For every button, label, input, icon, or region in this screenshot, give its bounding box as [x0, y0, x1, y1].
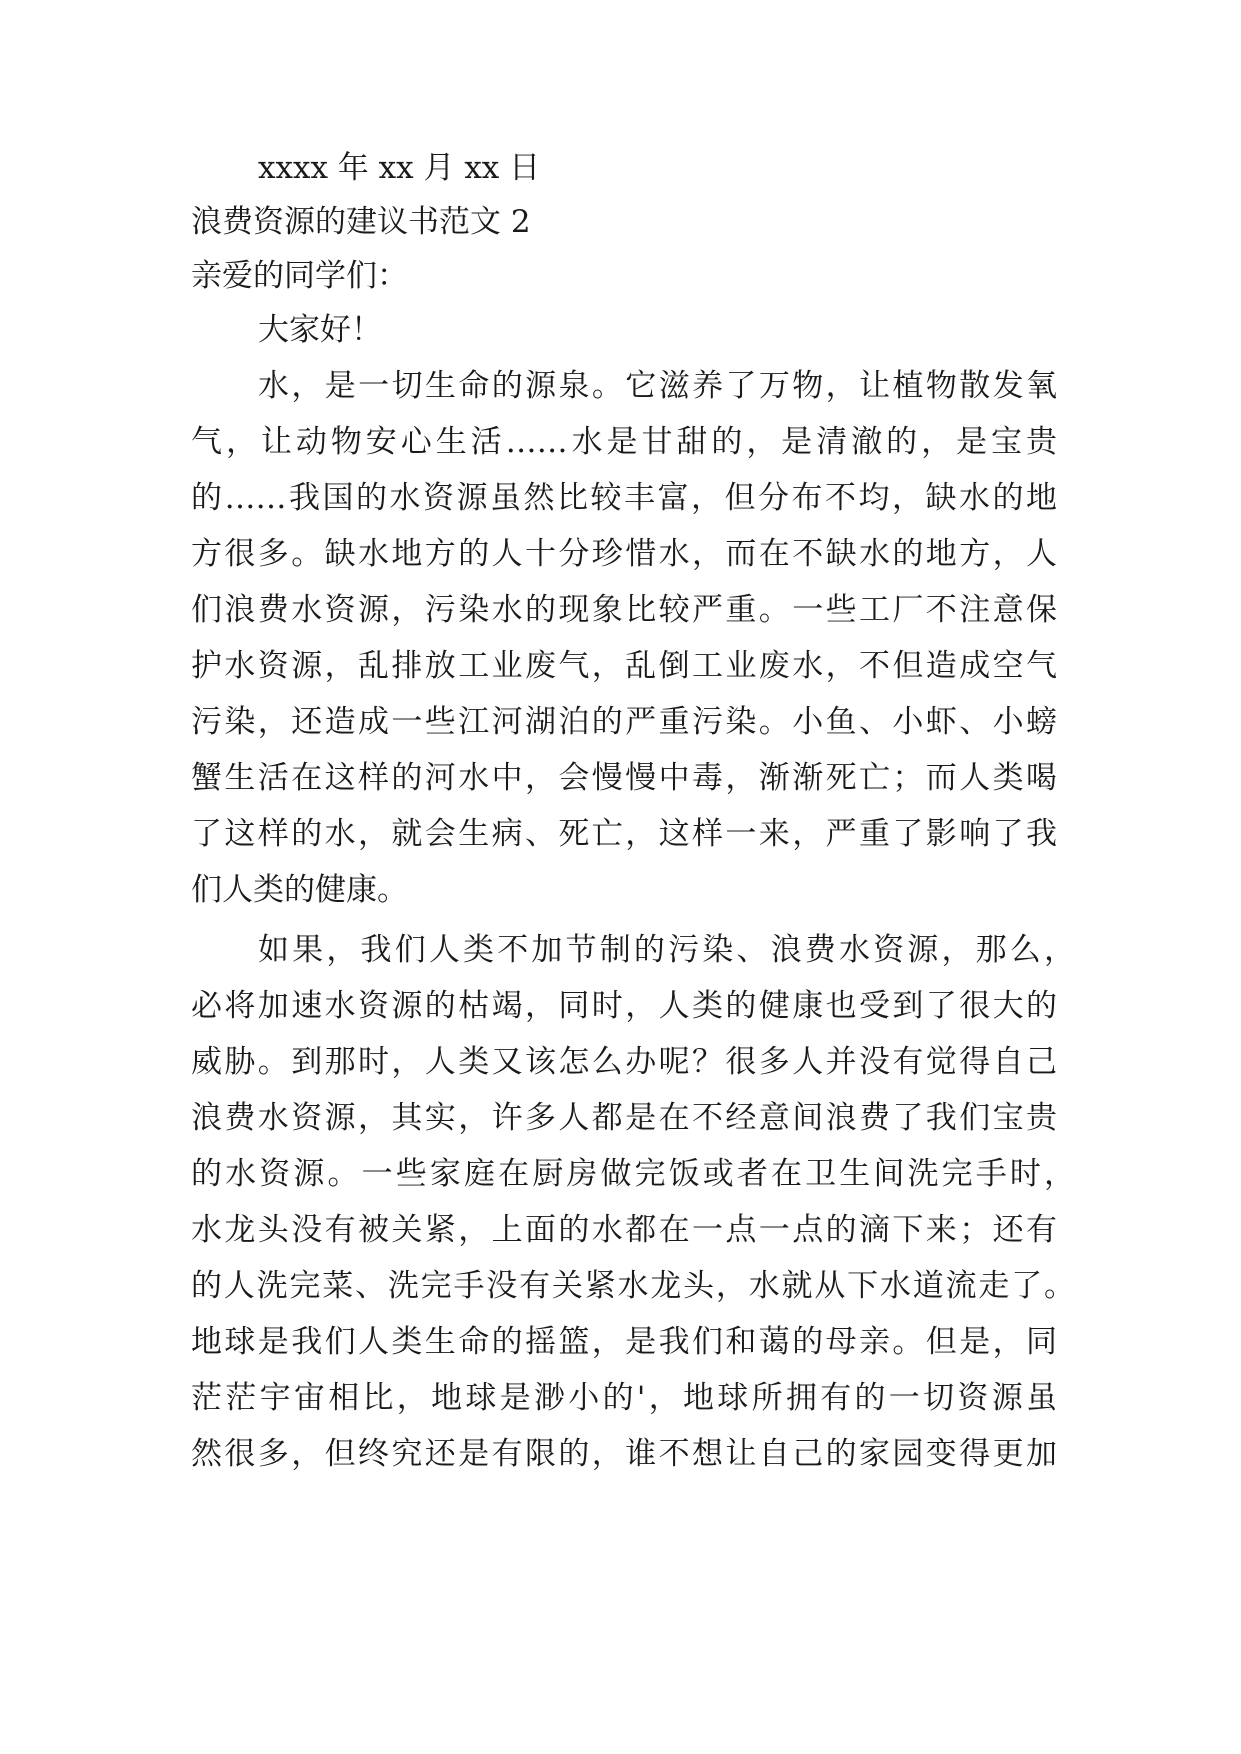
paragraph2-line: 的水资源。一些家庭在厨房做完饭或者在卫生间洗完手时， — [191, 1156, 1075, 1192]
date-line: xxxx 年 xx 月 xx 日 — [258, 150, 541, 186]
document-title: 浪费资源的建议书范文 2 — [191, 204, 531, 240]
paragraph1-line: 气，让动物安心生活……水是甘甜的，是清澈的，是宝贵 — [191, 424, 1057, 460]
paragraph1-line: 蟹生活在这样的河水中，会慢慢中毒，渐渐死亡；而人类喝 — [191, 760, 1057, 796]
paragraph1-line: 方很多。缺水地方的人十分珍惜水，而在不缺水的地方，人 — [191, 536, 1057, 572]
paragraph2-line: 茫茫宇宙相比，地球是渺小的'，地球所拥有的一切资源虽 — [191, 1380, 1057, 1416]
paragraph1-line: 的……我国的水资源虽然比较丰富，但分布不均，缺水的地 — [191, 480, 1057, 516]
paragraph2-line: 威胁。到那时，人类又该怎么办呢？很多人并没有觉得自己 — [191, 1044, 1057, 1080]
paragraph2-line: 然很多，但终究还是有限的，谁不想让自己的家园变得更加 — [191, 1436, 1057, 1472]
paragraph2-line: 的人洗完菜、洗完手没有关紧水龙头，水就从下水道流走了。 — [191, 1268, 1075, 1304]
paragraph1-line: 了这样的水，就会生病、死亡，这样一来，严重了影响了我 — [191, 816, 1057, 852]
paragraph1-line: 污染，还造成一些江河湖泊的严重污染。小鱼、小虾、小螃 — [191, 704, 1057, 740]
paragraph1-line: 水，是一切生命的源泉。它滋养了万物，让植物散发氧 — [258, 368, 1057, 404]
paragraph2-line: 地球是我们人类生命的摇篮，是我们和蔼的母亲。但是，同 — [191, 1324, 1057, 1360]
paragraph1-line: 们浪费水资源，污染水的现象比较严重。一些工厂不注意保 — [191, 592, 1057, 628]
salutation: 亲爱的同学们： — [191, 258, 408, 294]
paragraph1-line: 们人类的健康。 — [191, 872, 408, 908]
paragraph2-line: 如果，我们人类不加节制的污染、浪费水资源，那么， — [258, 932, 1075, 968]
paragraph2-line: 必将加速水资源的枯竭，同时，人类的健康也受到了很大的 — [191, 988, 1057, 1024]
paragraph1-line: 护水资源，乱排放工业废气，乱倒工业废水，不但造成空气 — [191, 648, 1057, 684]
paragraph2-line: 浪费水资源，其实，许多人都是在不经意间浪费了我们宝贵 — [191, 1100, 1057, 1136]
paragraph2-line: 水龙头没有被关紧，上面的水都在一点一点的滴下来；还有 — [191, 1212, 1057, 1248]
greeting: 大家好！ — [258, 312, 382, 348]
